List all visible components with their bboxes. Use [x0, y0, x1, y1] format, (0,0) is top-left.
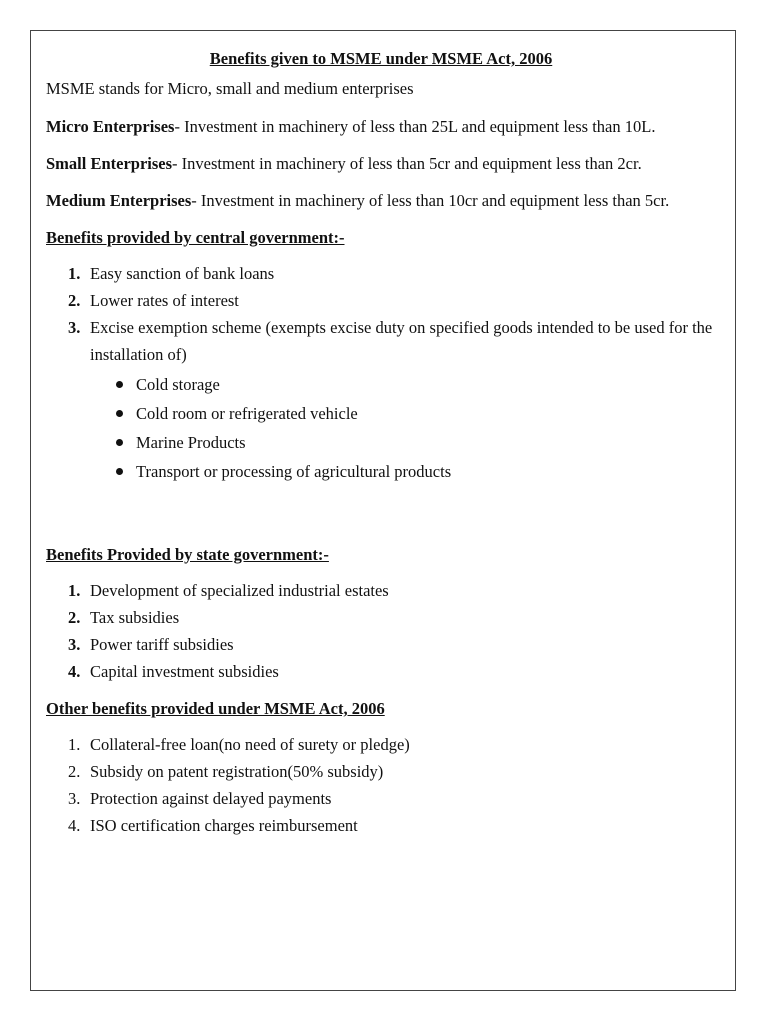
state-heading: Benefits Provided by state government:- — [46, 545, 329, 564]
list-text: Easy sanction of bank loans — [90, 264, 275, 283]
sub-bullet-list — [114, 370, 716, 486]
bullet-icon — [116, 468, 123, 475]
definition-medium — [46, 187, 716, 214]
list-text: Excise exemption scheme (exempts excise duty on specified goods intended to be used for the installation of) — [90, 318, 713, 364]
list-number: 2. — [68, 608, 81, 627]
definition-text: - Investment in machinery of less than 25L and equipment less than 10L. — [174, 117, 656, 136]
list-number: 3. — [68, 318, 81, 337]
list-number: 1. — [68, 264, 81, 283]
list-item — [68, 785, 716, 812]
definition-term: Micro Enterprises — [46, 117, 175, 136]
list-item — [68, 812, 716, 839]
list-text: Development of specialized industrial estates — [90, 581, 389, 600]
bullet-text: Cold storage — [136, 375, 220, 394]
list-item — [68, 731, 716, 758]
list-text: Collateral-free loan(no need of surety or pledge) — [90, 735, 410, 754]
list-text: Lower rates of interest — [90, 291, 239, 310]
bullet-icon — [116, 439, 123, 446]
bullet-item — [114, 428, 716, 457]
bullet-text: Cold room or refrigerated vehicle — [136, 404, 358, 423]
bullet-text: Transport or processing of agricultural products — [136, 462, 452, 481]
other-heading: Other benefits provided under MSME Act, 2006 — [46, 699, 385, 718]
definition-term: Medium Enterprises — [46, 191, 192, 210]
list-text: Protection against delayed payments — [90, 789, 332, 808]
list-number: 4. — [68, 662, 81, 681]
list-number: 3. — [68, 789, 81, 808]
list-item — [68, 658, 716, 685]
list-text: Tax subsidies — [90, 608, 180, 627]
list-item — [68, 577, 716, 604]
bullet-item — [114, 399, 716, 428]
list-number: 4. — [68, 816, 81, 835]
list-number: 2. — [68, 762, 81, 781]
definition-text: - Investment in machinery of less than 10cr and equipment less than 5cr. — [191, 191, 670, 210]
definition-term: Small Enterprises — [46, 154, 173, 173]
list-item — [68, 314, 716, 486]
other-list — [68, 731, 716, 839]
definition-micro — [46, 113, 716, 140]
intro-paragraph: MSME stands for Micro, small and medium enterprises — [46, 79, 414, 98]
list-item — [68, 260, 716, 287]
list-text: Capital investment subsidies — [90, 662, 279, 681]
list-text: ISO certification charges reimbursement — [90, 816, 358, 835]
document-content — [46, 45, 716, 839]
central-list — [68, 260, 716, 486]
list-number: 1. — [68, 581, 81, 600]
definition-small — [46, 150, 716, 177]
document-title: Benefits given to MSME under MSME Act, 2006 — [209, 49, 553, 68]
list-text: Subsidy on patent registration(50% subsidy) — [90, 762, 384, 781]
spacer — [46, 685, 716, 695]
spacer — [46, 486, 716, 541]
bullet-item — [114, 457, 716, 486]
list-item — [68, 604, 716, 631]
bullet-text: Marine Products — [136, 433, 246, 452]
list-number: 3. — [68, 635, 81, 654]
list-item — [68, 631, 716, 658]
list-text: Power tariff subsidies — [90, 635, 234, 654]
bullet-item — [114, 370, 716, 399]
bullet-icon — [116, 381, 123, 388]
document-page — [30, 30, 736, 991]
list-number: 1. — [68, 735, 81, 754]
state-list — [68, 577, 716, 685]
central-heading: Benefits provided by central government:- — [46, 228, 345, 247]
list-item — [68, 287, 716, 314]
list-number: 2. — [68, 291, 81, 310]
list-item — [68, 758, 716, 785]
bullet-icon — [116, 410, 123, 417]
definition-text: - Investment in machinery of less than 5cr and equipment less than 2cr. — [172, 154, 642, 173]
